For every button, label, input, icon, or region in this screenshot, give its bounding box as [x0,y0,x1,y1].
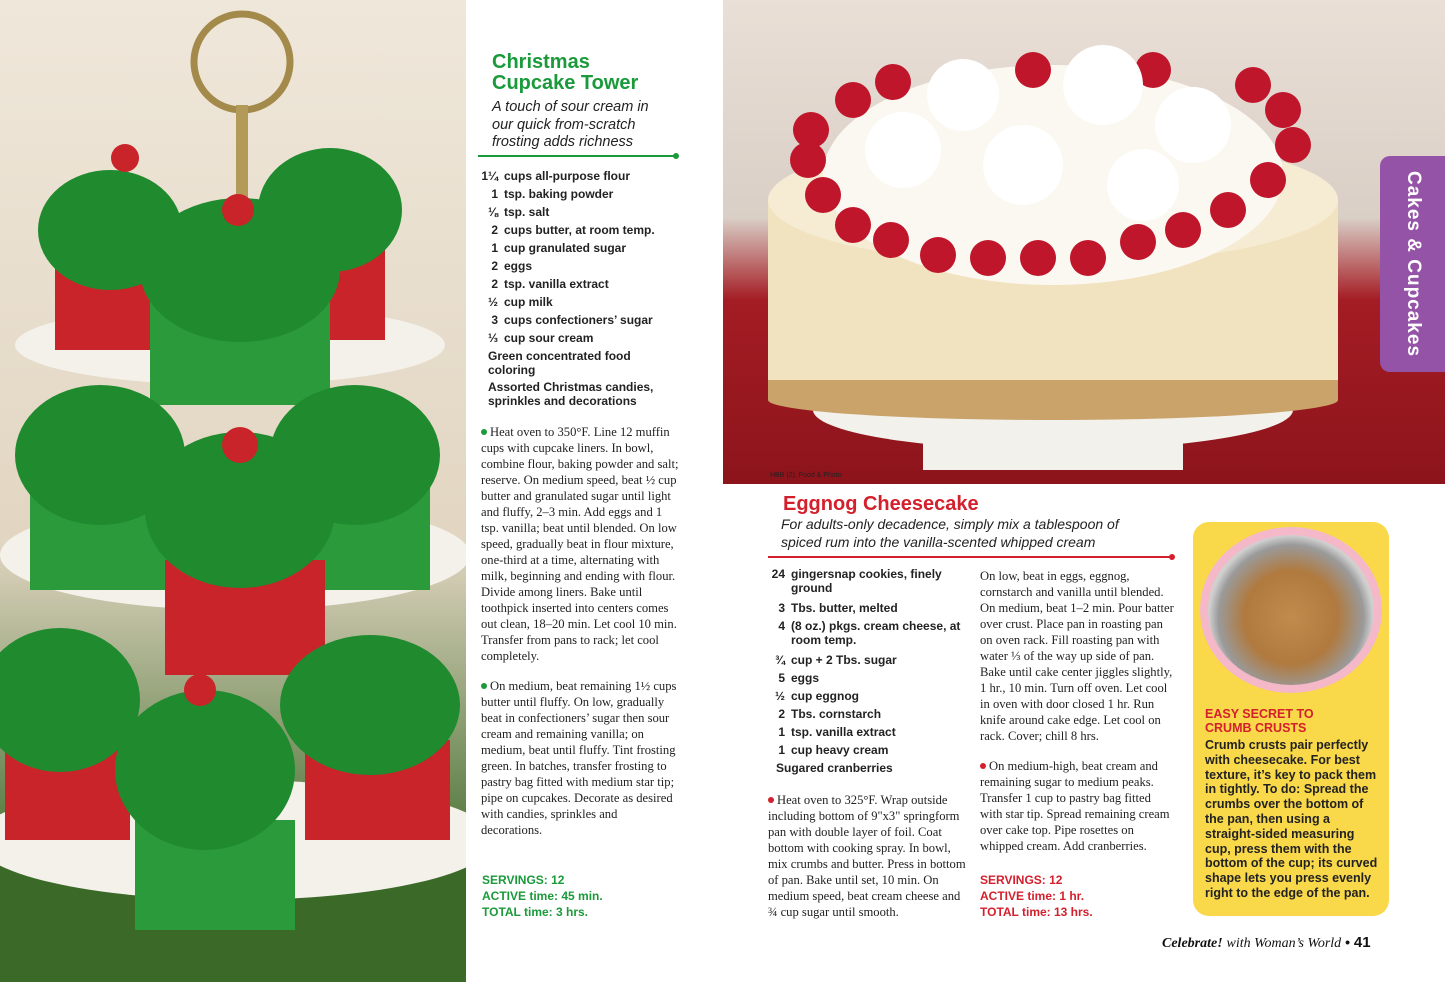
divider-dot [1169,554,1175,560]
ingredient-text: (8 oz.) pkgs. cream cheese, at room temp. [791,619,961,647]
ingredient-qty: 1¼ [481,169,498,183]
cupcake-directions [481,424,679,852]
ingredient-qty: ½ [774,689,785,703]
ingredient-row [478,275,678,293]
ingredient-text: cup eggnog [791,689,859,703]
ingredient-row [478,380,668,408]
ingredient-text: tsp. vanilla extract [504,277,609,291]
footer-brand: Celebrate! [1162,936,1223,951]
cheesecake-subtitle-line: spiced rum into the vanilla-scented whipped cream [781,533,1096,550]
tip-body: Crumb crusts pair perfectly with cheesecake. For best texture, it’s key to pack them in tightly. To do: Spread the crumbs over the bottom of the pan, then using a straight-sided measuring cup, press them with the bottom of the cup; its curved shape lets you press evenly right to the edge of the pan. [1205,738,1378,900]
ingredient-text: cups confectioners’ sugar [504,313,653,327]
cheesecake-directions-col1 [768,792,966,934]
ingredient-row [765,567,965,595]
ingredient-qty: 1 [778,743,785,757]
ingredient-row [765,759,965,777]
category-tab [1380,156,1445,372]
direction-step [980,758,1176,854]
footer-publication: with Woman’s World [1226,936,1342,951]
cupcake-tower-photo [0,0,466,982]
cupcake-subtitle-line: A touch of sour cream in [492,99,649,115]
direction-text: On medium-high, beat cream and remaining sugar to medium peaks. Transfer 1 cup to pastry bag fitted with star tip. Spread remaining cream over cake top. Pipe rosettes on whipped cream. Add cranberries. [980,759,1170,853]
ingredient-qty: 1 [778,725,785,739]
ingredient-row [478,203,678,221]
ingredient-qty: 2 [491,259,498,273]
ingredient-text: Assorted Christmas candies, sprinkles and decorations [488,380,654,408]
ingredient-row [765,741,965,759]
cheesecake-ingredients [765,567,965,777]
ingredient-text: Sugared cranberries [776,761,893,775]
cupcake-subtitle-line: our quick from-scratch [492,116,636,133]
ingredient-row [478,329,678,347]
ingredient-qty: 3 [778,601,785,615]
direction-step [481,424,679,664]
cupcake-title-line1: Christmas [492,51,590,73]
ingredient-row [478,311,678,329]
crumb-crust-photo [1208,535,1374,685]
cupcake-meta [482,872,682,920]
ingredient-text: Tbs. butter, melted [791,601,898,615]
category-tab-label: Cakes & Cupcakes [1402,170,1424,358]
ingredient-qty: ⅛ [487,205,498,219]
ingredient-qty: 5 [778,671,785,685]
ingredient-row [765,723,965,741]
cupcake-subtitle [492,99,692,152]
ingredient-qty: ¾ [774,653,785,667]
total-time: TOTAL time: 3 hrs. [482,905,589,919]
bullet-icon [481,683,487,689]
direction-text: On low, beat in eggs, eggnog, cornstarch and vanilla until blended. On medium, beat 1–2 min. Pour batter over crust. Place pan in roasting pan on oven rack. Fill roasting pan with water ⅓ of the way up side of pan. Bake until cake center jiggles slightly, 1 hr., 10 min. Turn off oven. Let cool in oven with door closed 1 hr. Run knife around cake edge. Let cool on rack. Cover; chill 8 hrs. [980,569,1174,743]
ingredient-text: eggs [791,671,820,685]
cupcake-divider [478,155,676,157]
total-time: TOTAL time: 13 hrs. [980,905,1093,919]
ingredient-text: cup milk [504,295,553,309]
ingredient-text: cup heavy cream [791,743,889,757]
cheesecake-photo [723,0,1445,484]
cupcake-title-line2: Cupcake Tower [492,72,639,94]
page-footer [1162,934,1371,952]
ingredient-row [478,167,678,185]
ingredient-row [765,687,965,705]
direction-text: On medium, beat remaining 1½ cups butter until fluffy. On low, gradually beat in confectioners’ sugar then sour cream and remaining vanilla; on medium, beat until fluffy. Tint frosting green. In batches, transfer frosting to pastry bag fitted with medium star tip; pipe on cupcakes. Decorate as desired with candies, sprinkles and decorations. [481,679,677,837]
tip-heading-line: EASY SECRET TO [1205,707,1314,721]
page-number: 41 [1353,934,1371,951]
cheesecake-subtitle-line: For adults-only decadence, simply mix a tablespoon of [781,516,1119,532]
active-time: ACTIVE time: 45 min. [482,889,603,903]
ingredient-row [765,669,965,687]
cheesecake-subtitle [781,516,1181,551]
servings: SERVINGS: 12 [980,873,1063,887]
ingredient-row [478,349,668,377]
ingredient-qty: 24 [771,567,785,581]
cheesecake-meta [980,872,1180,920]
ingredient-text: Tbs. cornstarch [791,707,882,721]
tip-heading-line: CRUMB CRUSTS [1205,721,1307,735]
direction-step [481,678,679,838]
ingredient-row [765,619,965,647]
ingredient-row [478,185,678,203]
footer-separator: • [1345,934,1350,950]
cupcake-ingredients [478,167,678,408]
ingredient-text: gingersnap cookies, finely ground [791,567,942,595]
ingredient-row [478,293,678,311]
ingredient-text: cup + 2 Tbs. sugar [791,653,897,667]
ingredient-qty: ⅓ [487,331,498,345]
ingredient-text: cups butter, at room temp. [504,223,655,237]
cheesecake-divider [768,556,1172,558]
ingredient-qty: 1 [491,241,498,255]
ingredient-text: tsp. salt [504,205,550,219]
ingredient-row [478,257,678,275]
bullet-icon [768,797,774,803]
ingredient-text: cup granulated sugar [504,241,627,255]
servings: SERVINGS: 12 [482,873,565,887]
bullet-icon [980,763,986,769]
ingredient-text: Green concentrated food coloring [488,349,631,377]
ingredient-text: cups all-purpose flour [504,169,631,183]
cheesecake-illustration [723,0,1445,484]
ingredient-row [765,599,965,617]
cupcake-tower-illustration [0,0,466,982]
ingredient-qty: 4 [778,619,785,633]
direction-step [980,568,1176,744]
ingredient-qty: 2 [778,707,785,721]
active-time: ACTIVE time: 1 hr. [980,889,1085,903]
photo-credit: HBB (2); Food & Photo [770,472,842,479]
bullet-icon [481,429,487,435]
ingredient-text: eggs [504,259,533,273]
ingredient-row [478,239,678,257]
direction-step [768,792,966,920]
ingredient-qty: 3 [491,313,498,327]
direction-text: Heat oven to 350°F. Line 12 muffin cups with cupcake liners. In bowl, combine flour, baking powder and salt; reserve. On medium speed, beat ½ cup butter and granulated sugar until light and fluffy, 2–3 min. Add eggs and 1 tsp. vanilla; beat until blended. On low speed, gradually beat in flour mixture, one-third at a time, alternating with milk, beginning and ending with flour. Divide among liners. Bake until toothpick inserted into centers comes out clean, 18–20 min. Let cool 10 min. Transfer from pans to rack; let cool completely. [481,425,679,663]
ingredient-qty: ½ [487,295,498,309]
cupcake-subtitle-line: frosting adds richness [492,134,634,150]
ingredient-text: tsp. baking powder [504,187,614,201]
ingredient-qty: 2 [491,277,498,291]
ingredient-row [765,705,965,723]
direction-text: Heat oven to 325°F. Wrap outside including bottom of 9"x3" springform pan with double layer of foil. Coat bottom with cooking spray. In bowl, mix crumbs and butter. Press in bottom of pan. Bake until set, 10 min. On medium speed, beat cream cheese and ¾ cup sugar until smooth. [768,793,966,919]
ingredient-row [765,651,965,669]
ingredient-text: tsp. vanilla extract [791,725,896,739]
cheesecake-directions-col2 [980,568,1176,868]
tip-heading [1205,707,1385,735]
divider-dot [673,153,679,159]
ingredient-qty: 2 [491,223,498,237]
cupcake-recipe-title [492,52,692,94]
ingredient-text: cup sour cream [504,331,594,345]
ingredient-qty: 1 [491,187,498,201]
cheesecake-title: Eggnog Cheesecake [783,493,979,515]
ingredient-row [478,221,678,239]
